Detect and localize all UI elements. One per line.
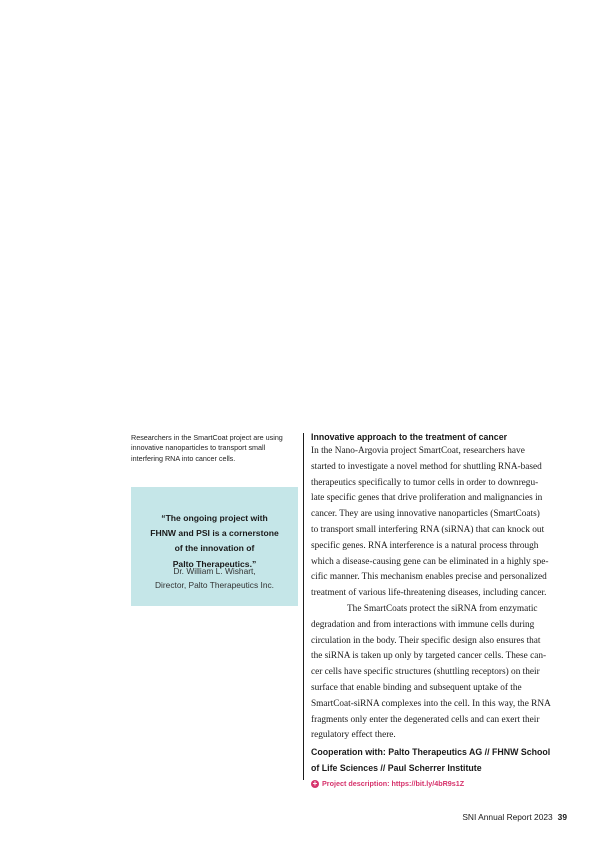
quote-text: “The ongoing project with FHNW and PSI is a cornerstone of the innovation of Palto Therapeutics.” xyxy=(150,513,279,569)
body-line: specific genes. RNA interference is a natural process through xyxy=(311,540,539,551)
body-line: cancer. They are using innovative nanoparticles (SmartCoats) xyxy=(311,509,540,520)
report-title: SNI Annual Report 2023 xyxy=(462,812,553,822)
body-line: treatment of various life-threatening diseases, including cancer. xyxy=(311,588,547,599)
cooperation-partners: Cooperation with: Palto Therapeutics AG // FHNW School of Life Sciences // Paul Scherrer Institute xyxy=(311,747,551,773)
body-line: degradation and from interactions with immune cells during xyxy=(311,619,535,630)
article-heading: Innovative approach to the treatment of cancer xyxy=(311,432,508,442)
page-footer xyxy=(400,812,567,822)
quote-box xyxy=(131,487,298,606)
plus-icon: + xyxy=(312,778,318,788)
body-line: therapeutics specifically to tumor cells in order to downregu- xyxy=(311,477,539,488)
page-number: 39 xyxy=(557,812,567,822)
body-line: which a disease-causing gene can be eliminated in a highly spe- xyxy=(311,556,549,567)
quote-author: Dr. William L. Wishart, Director, Palto Therapeutics Inc. xyxy=(154,566,274,591)
body-line: surface that enable binding and subsequent uptake of the xyxy=(311,682,522,693)
body-line: cer cells have specific structures (shuttling receptors) on their xyxy=(311,667,540,678)
body-line: fragments only enter the degenerated cells and can exert their xyxy=(311,714,540,725)
article-body xyxy=(311,444,571,744)
body-line: late specific genes that drive proliferation and malignancies in xyxy=(311,493,543,504)
body-line: started to investigate a novel method for shuttling RNA-based xyxy=(311,461,542,472)
project-description-link[interactable] xyxy=(311,779,571,788)
body-line: In the Nano-Argovia project SmartCoat, researchers have xyxy=(311,446,525,456)
body-line: circulation in the body. Their specific design also ensures that xyxy=(311,635,541,646)
project-link-text: Project description: https://bit.ly/4bR9s1Z xyxy=(322,779,465,789)
body-line: the siRNA is taken up only by targeted cancer cells. These can- xyxy=(311,651,547,662)
image-caption: Researchers in the SmartCoat project are using innovative nanoparticles to transport small interfering RNA into cancer cells. xyxy=(131,433,283,463)
column-divider xyxy=(303,433,304,780)
body-line: cific manner. This mechanism enables precise and personalized xyxy=(311,572,547,583)
article xyxy=(311,431,571,788)
body-line: The SmartCoats protect the siRNA from enzymatic xyxy=(347,603,538,614)
body-line: SmartCoat-siRNA complexes into the cell. In this way, the RNA xyxy=(311,698,551,709)
body-line: regulatory effect there. xyxy=(311,730,396,741)
body-line: to transport small interfering RNA (siRNA) that can knock out xyxy=(311,524,545,535)
